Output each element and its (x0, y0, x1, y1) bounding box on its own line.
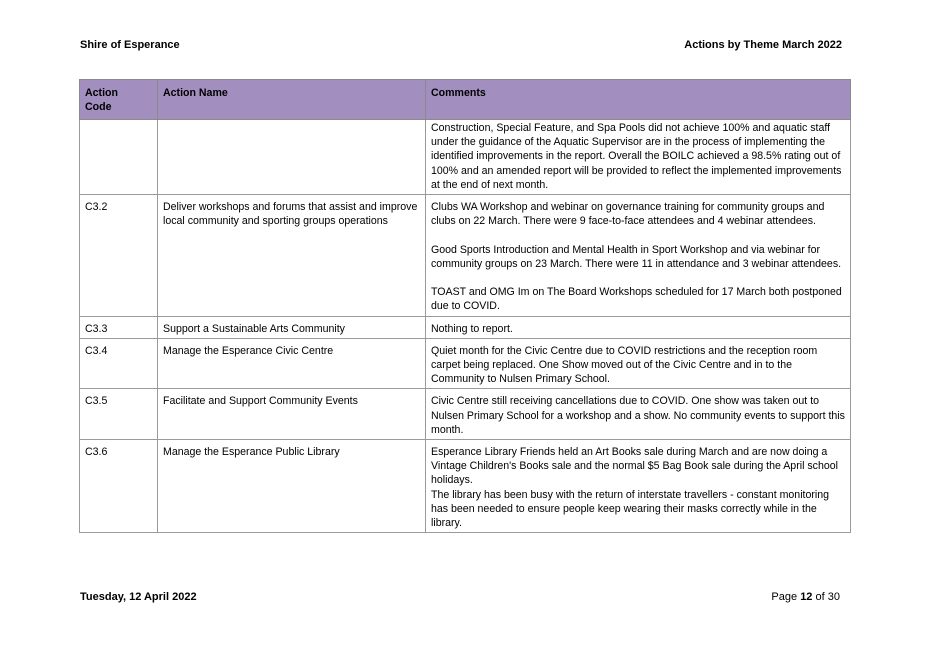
footer-page-number (771, 591, 840, 603)
header-organisation: Shire of Esperance (80, 39, 180, 51)
action-name-cell: Manage the Esperance Civic Centre (158, 338, 426, 389)
table-row (80, 316, 851, 338)
comment-paragraph: TOAST and OMG Im on The Board Workshops scheduled for 17 March both postponed due to COVID. (431, 286, 842, 313)
action-name-cell: Facilitate and Support Community Events (158, 389, 426, 440)
comment-paragraph: Construction, Special Feature, and Spa Pools did not achieve 100% and aquatic staff under the guidance of the Aquatic Supervisor are in the process of implementing the identified improvements in the report. Overall the BOILC achieved a 98.5% rating out of 100% and an amended report will be provided to reflect the implemented improvements at the end of next month. (431, 122, 842, 191)
action-name-cell: Manage the Esperance Public Library (158, 440, 426, 533)
action-code-cell: C3.4 (80, 338, 158, 389)
actions-table (79, 79, 851, 533)
action-code-cell: C3.3 (80, 316, 158, 338)
comments-cell (426, 195, 851, 317)
comments-cell (426, 338, 851, 389)
action-name-cell: Deliver workshops and forums that assist and improve local community and sporting groups operations (158, 195, 426, 317)
comment-paragraph: Civic Centre still receiving cancellations due to COVID. One show was taken out to Nulsen Primary School for a workshop and a show. No community events to support this month. (431, 395, 845, 436)
comment-paragraph: Esperance Library Friends held an Art Books sale during March and are now doing a Vintage Children's Books sale and the normal $5 Bag Book sale during the April school holidays. (431, 446, 838, 487)
table-row (80, 195, 851, 317)
page-label: Page (771, 591, 798, 603)
table-row (80, 338, 851, 389)
page-total: 30 (827, 591, 840, 603)
comment-paragraph: Good Sports Introduction and Mental Health in Sport Workshop and via webinar for community groups on 23 March. There were 11 in attendance and 3 webinar attendees. (431, 243, 842, 270)
action-code-cell: C3.2 (80, 195, 158, 317)
comments-cell (426, 316, 851, 338)
comment-paragraph: Clubs WA Workshop and webinar on governance training for community groups and clubs on 22 March. There were 9 face-to-face attendees and 4 webinar attendees. (431, 201, 825, 228)
table-row (80, 440, 851, 533)
table-row (80, 120, 851, 195)
action-code-cell: C3.5 (80, 389, 158, 440)
table-row (80, 389, 851, 440)
column-header-comments: Comments (426, 80, 851, 120)
page-current: 12 (800, 591, 813, 603)
comment-paragraph: Quiet month for the Civic Centre due to COVID restrictions and the reception room carpet being replaced. One Show moved out of the Civic Centre and in to the Community to Nulsen Primary School. (431, 344, 818, 386)
comments-cell (426, 440, 851, 533)
footer-date: Tuesday, 12 April 2022 (80, 591, 197, 603)
action-code-cell: C3.6 (80, 440, 158, 533)
action-name-cell (158, 120, 426, 195)
action-code-cell (80, 120, 158, 195)
column-header-action-code (80, 80, 158, 120)
comment-paragraph: Nothing to report. (431, 322, 513, 335)
comment-paragraph: The library has been busy with the return of interstate travellers - constant monitoring has been needed to ensure people keep wearing their masks correctly while in the library. (431, 488, 830, 530)
page-of-label: of (815, 591, 825, 603)
column-header-action-code-text: Action Code (85, 87, 118, 114)
header-report-title: Actions by Theme March 2022 (684, 39, 842, 51)
action-name-cell: Support a Sustainable Arts Community (158, 316, 426, 338)
table-header-row (80, 80, 851, 120)
comments-cell (426, 389, 851, 440)
column-header-action-name: Action Name (158, 80, 426, 120)
comments-cell (426, 120, 851, 195)
